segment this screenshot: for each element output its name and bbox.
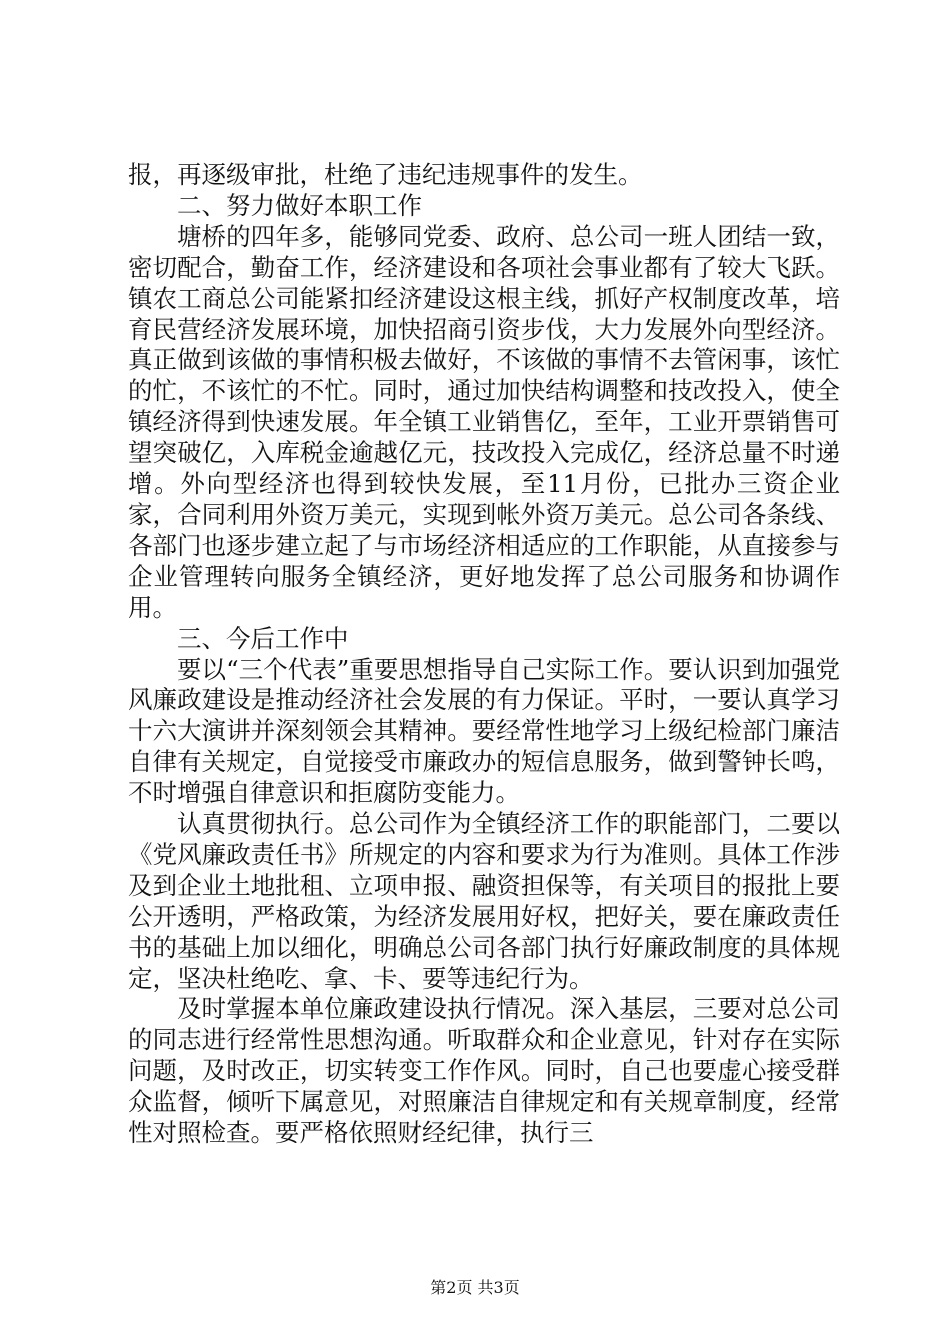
document-body (128, 160, 840, 1149)
body-paragraph: 认真贯彻执行。总公司作为全镇经济工作的职能部门，二要以《党风廉政责任书》所规定的内容和要求为行为准则。具体工作涉及到企业土地批租、立项申报、融资担保等，有关项目的报批上要公开透明，严格政策，为经济发展用好权，把好关，要在廉政责任书的基础上加以细化，明确总公司各部门执行好廉政制度的具体规定，坚决杜绝吃、拿、卡、要等违纪行为。 (128, 809, 840, 993)
body-paragraph: 及时掌握本单位廉政建设执行情况。深入基层，三要对总公司的同志进行经常性思想沟通。听取群众和企业意见，针对存在实际问题，及时改正，切实转变工作作风。同时，自己也要虚心接受群众监督，倾听下属意见，对照廉洁自律规定和有关规章制度，经常性对照检查。要严格依照财经纪律，执行三 (128, 994, 840, 1148)
body-paragraph: 要以“三个代表”重要思想指导自己实际工作。要认识到加强党风廉政建设是推动经济社会发展的有力保证。平时，一要认真学习十六大演讲并深刻领会其精神。要经常性地学习上级纪检部门廉洁自律有关规定，自觉接受市廉政办的短信息服务，做到警钟长鸣，不时增强自律意识和拒腐防变能力。 (128, 654, 840, 808)
section-heading-3: 三、今后工作中 (177, 623, 349, 653)
page-number-footer: 第2页 共3页 (430, 1278, 520, 1297)
body-paragraph: 塘桥的四年多，能够同党委、政府、总公司一班人团结一致，密切配合，勤奋工作，经济建设和各项社会事业都有了较大飞跃。镇农工商总公司能紧扣经济建设这根主线，抓好产权制度改革，培育民营经济发展环境，加快招商引资步伐，大力发展外向型经济。真正做到该做的事情积极去做好，不该做的事情不去管闲事，该忙的忙，不该忙的不忙。同时，通过加快结构调整和技改投入，使全镇经济得到快速发展。年全镇工业销售亿，至年，工业开票销售可望突破亿，入库税金逾越亿元，技改投入完成亿，经济总量不时递增。外向型经济也得到较快发展，至11月份，已批办三资企业家，合同利用外资万美元，实现到帐外资万美元。总公司各条线、各部门也逐步建立起了与市场经济相适应的工作职能，从直接参与企业管理转向服务全镇经济，更好地发挥了总公司服务和协调作用。 (128, 221, 840, 622)
continuation-paragraph: 报，再逐级审批，杜绝了违纪违规事件的发生。 (128, 160, 643, 189)
section-heading-2: 二、努力做好本职工作 (177, 190, 422, 220)
